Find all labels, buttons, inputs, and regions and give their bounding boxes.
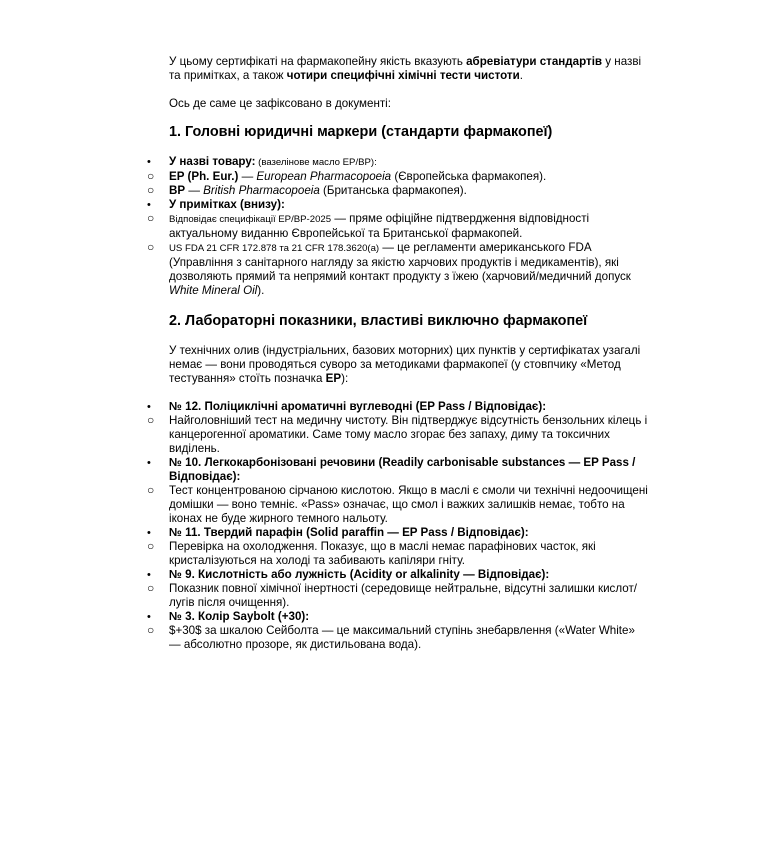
bullet-marker: ○ — [147, 623, 155, 637]
test-title — [147, 568, 649, 582]
intro-text: ): — [341, 372, 349, 385]
test-description-text: $+30$ за шкалою Сейболта — це максимальний ступінь знебарвлення («Water White» — абсолютно прозоре, як дистильована вода). — [169, 624, 635, 651]
bullet-marker: ○ — [147, 581, 155, 595]
test-title-text: № 10. Легкокарбонізовані речовини (Readily carbonisable substances — EP Pass / Відповідає): — [169, 456, 636, 483]
intro-paragraph — [169, 55, 649, 83]
test-description — [147, 581, 649, 610]
section1-heading: 1. Головні юридичні маркери (стандарти фармакопеї) — [169, 124, 553, 140]
intro-text: у назві та примітках, а також — [169, 55, 642, 82]
list-item — [147, 155, 649, 170]
intro-text: . — [519, 69, 523, 82]
test-title — [147, 610, 649, 624]
item-text: — пряме офіційне підтвердження відповідності актуальному виданню Європейської та Британської фармакопей. — [169, 212, 590, 240]
test-title-text: № 11. Твердий парафін (Solid paraffin — EP Pass / Відповідає): — [169, 526, 529, 539]
bullet-marker: ○ — [147, 211, 155, 225]
intro-lead-paragraph: Ось де саме це зафіксовано в документі: — [169, 97, 391, 110]
bullet-marker: • — [147, 457, 151, 469]
test-title — [147, 526, 649, 540]
item-note: (вазелінове масло EP/BP): — [255, 157, 377, 168]
intro-bold-ep: EP — [325, 372, 342, 385]
section2-heading: 2. Лабораторні показники, властиві виключно фармакопеї — [169, 313, 588, 329]
bullet-marker: ○ — [147, 169, 155, 183]
test-description — [147, 413, 649, 456]
section2-intro — [169, 344, 649, 386]
item-text: (Європейська фармакопея). — [391, 170, 547, 183]
test-title — [147, 400, 649, 414]
bullet-marker: ○ — [147, 413, 155, 427]
document-content — [147, 55, 649, 652]
test-description — [147, 483, 649, 526]
bullet-marker: • — [147, 401, 151, 413]
item-label: EP (Ph. Eur.) — [169, 170, 239, 183]
test-description-text: Найголовніший тест на медичну чистоту. Він підтверджує відсутність бензольних кілець і канцерогенної ароматики. Саме тому масло згорає без запаху, диму та токсичних виділень. — [169, 414, 648, 455]
item-text: ). — [257, 284, 265, 297]
intro-text: У технічних олив (індустріальних, базових моторних) цих пунктів у сертифікатах узагалі немає — вони проводяться суворо за методиками фармакопеї (у стовпчику «Метод тестування» стоїть позначка — [169, 344, 641, 385]
bullet-marker: • — [147, 156, 151, 168]
test-description-text: Показник повної хімічної інертності (середовище нейтральне, відсутні залишки кислот/лугів після очищення). — [169, 582, 637, 609]
test-title-text: № 3. Колір Saybolt (+30): — [169, 610, 310, 623]
tests-list — [147, 400, 649, 652]
item-text: (Британська фармакопея). — [319, 184, 467, 197]
test-description-text: Перевірка на охолодження. Показує, що в маслі немає парафінових часток, які кристалізуються на холоді та забивають капіляри гніту. — [169, 540, 596, 567]
bullet-marker: ○ — [147, 539, 155, 553]
bullet-marker: • — [147, 199, 151, 211]
item-italic: European Pharmacopoeia — [256, 170, 392, 183]
bullet-marker: • — [147, 527, 151, 539]
bullet-marker: • — [147, 611, 151, 623]
item-note: US FDA 21 CFR 172.878 та 21 CFR 178.3620(a) — [169, 243, 380, 254]
item-label: У примітках (внизу): — [169, 198, 285, 211]
test-title — [147, 456, 649, 484]
list-item — [147, 169, 649, 184]
intro-bold-standards: абревіатури стандартів — [466, 55, 603, 68]
list-item — [147, 211, 649, 241]
test-description — [147, 623, 649, 652]
test-title-text: № 12. Поліциклічні ароматичні вуглеводні (EP Pass / Відповідає): — [169, 400, 547, 413]
intro-bold-tests: чотири специфічні хімічні тести чистоти — [286, 69, 520, 82]
list-item — [147, 240, 649, 298]
bullet-marker: ○ — [147, 483, 155, 497]
bullet-marker: ○ — [147, 183, 155, 197]
item-note: Відповідає специфікації EP/BP-2025 — [169, 214, 332, 225]
dash: — — [185, 184, 204, 197]
list-item — [147, 198, 649, 212]
item-label: BP — [169, 184, 186, 197]
test-title-text: № 9. Кислотність або лужність (Acidity or alkalinity — Відповідає): — [169, 568, 550, 581]
bullet-marker: ○ — [147, 240, 155, 254]
dash: — — [238, 170, 257, 183]
test-description-text: Тест концентрованою сірчаною кислотою. Якщо в маслі є смоли чи технічні недоочищені домішки — воно темніє. «Pass» означає, що смол і важких залишків немає, тобто на іконах не буде жирного темного нальоту. — [169, 484, 648, 525]
list-item — [147, 183, 649, 198]
intro-text: У цьому сертифікаті на фармакопейну якість вказують — [169, 55, 467, 68]
bullet-marker: • — [147, 569, 151, 581]
item-text: — це регламенти американського FDA (Управління з санітарного нагляду за якістю харчових продуктів і медикаментів), які дозволяють прямий та непрямий контакт продукту з їжею (харчовий/медичний допуск — [169, 241, 631, 283]
item-label: У назві товару: — [169, 155, 256, 168]
item-italic: White Mineral Oil — [169, 284, 258, 297]
item-italic: British Pharmacopoeia — [203, 184, 320, 197]
section1-list — [147, 155, 649, 298]
test-description — [147, 539, 649, 568]
